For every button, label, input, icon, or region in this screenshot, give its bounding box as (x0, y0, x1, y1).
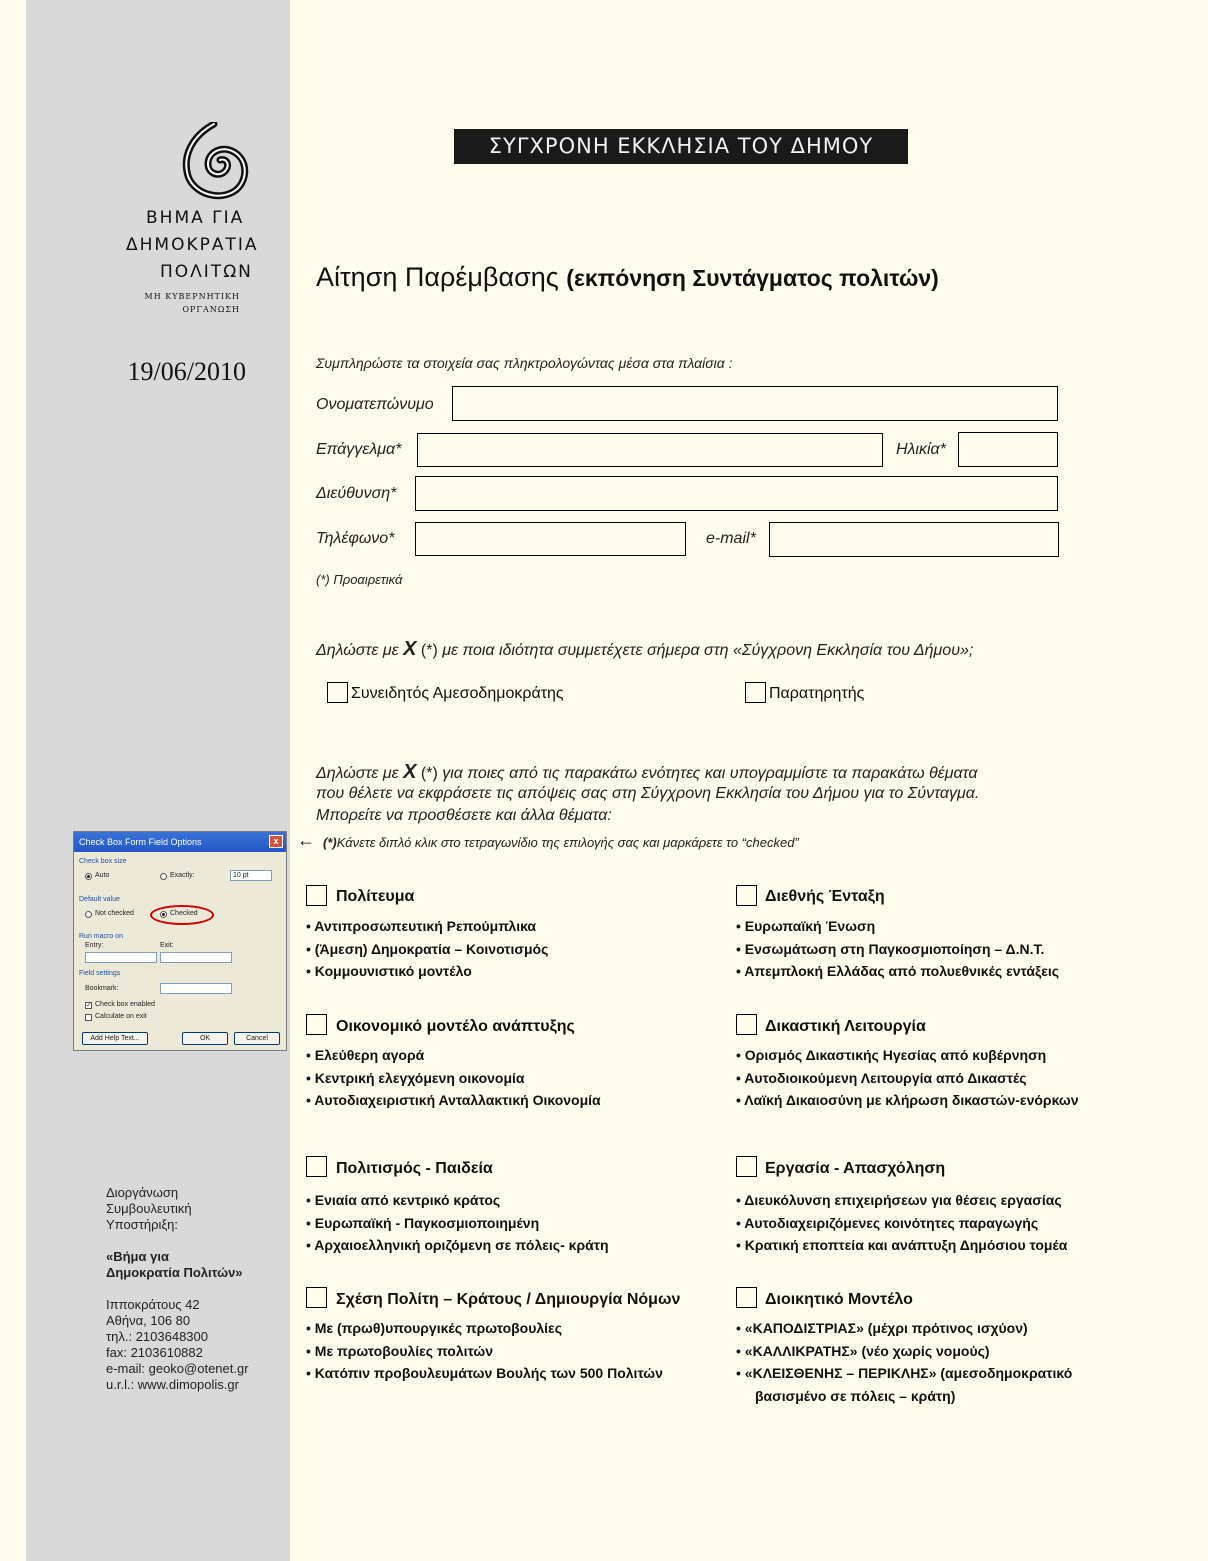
logo-text-line-2: ΔΗΜΟΚΡΑΤΙΑ (126, 235, 259, 255)
logo-text-line-3: ΠΟΛΙΤΩΝ (160, 262, 253, 282)
section-list-economy (306, 1044, 601, 1112)
list-item: • Απεμπλοκή Ελλάδας από πολυεθνικές εντάξεις (736, 960, 1059, 983)
section-list-polity (306, 915, 548, 983)
q1-prefix: Δηλώστε με (316, 642, 399, 659)
hint-arrow-icon: ← (297, 830, 315, 850)
checkbox-section-employment[interactable] (736, 1156, 757, 1177)
list-item: • Αυτοδιαχειριζόμενες κοινότητες παραγωγής (736, 1212, 1067, 1235)
document-date: 19/06/2010 (127, 357, 246, 386)
title-main: Αίτηση Παρέμβασης (316, 262, 559, 292)
section-list-administration (736, 1317, 1072, 1385)
list-item: • Κρατική εποπτεία και ανάπτυξη Δημόσιου τομέα (736, 1234, 1067, 1257)
list-item: • Ενσωμάτωση στη Παγκοσμιοποίηση – Δ.Ν.Τ. (736, 938, 1059, 961)
header-banner: ΣΥΓΧΡΟΝΗ ΕΚΚΛΗΣΙΑ ΤΟΥ ΔΗΜΟΥ (454, 129, 908, 164)
dialog-exit-label: Exit: (160, 942, 174, 949)
checkbox-section-international[interactable] (736, 885, 757, 906)
section-list-international (736, 915, 1059, 983)
dialog-bookmark-input[interactable] (160, 983, 232, 994)
contact-url: u.r.l.: www.dimopolis.gr (106, 1377, 239, 1392)
section-title-employment: Εργασία - Απασχόληση (765, 1160, 946, 1177)
q1-x: X (403, 638, 417, 660)
contact-line: Αθήνα, 106 80 (106, 1313, 191, 1328)
list-item: • Λαϊκή Δικαιοσύνη με κλήρωση δικαστών-ενόρκων (736, 1089, 1079, 1112)
option-conscious-direct-democrat: Συνειδητός Αμεσοδημοκράτης (351, 685, 564, 702)
page-title (316, 262, 939, 293)
list-item: • Ενιαία από κεντρικό κράτος (306, 1189, 609, 1212)
dialog-close-icon[interactable]: x (269, 835, 283, 848)
hint-star: (*) (323, 835, 337, 850)
list-item: • Αυτοδιοικούμενη Λειτουργία από Δικαστές (736, 1067, 1079, 1090)
question-2-line-2: που θέλετε να εκφράσετε τις απόψεις σας στη Σύγχρονη Εκκλησία του Δήμου για το Σύνταγμα. (316, 785, 980, 802)
optional-note: (*) Προαιρετικά (316, 572, 403, 587)
hint-body: Κάνετε διπλό κλικ στο τετραγωνίδιο της επιλογής σας και μαρκάρετε το “checked” (336, 835, 799, 850)
list-item: • Με πρωτοβουλίες πολιτών (306, 1340, 663, 1363)
list-item: • Ευρωπαϊκή - Παγκοσμιοποιημένη (306, 1212, 609, 1235)
section-title-international: Διεθνής Ένταξη (765, 888, 885, 905)
q2-x: X (403, 761, 417, 783)
contact-line: Ιπποκράτους 42 (106, 1297, 200, 1312)
phone-input[interactable] (415, 522, 686, 556)
contact-line: Διοργάνωση (106, 1185, 179, 1200)
checkbox-section-culture[interactable] (306, 1156, 327, 1177)
list-item: • Αντιπροσωπευτική Ρεπούμπλικα (306, 915, 548, 938)
dialog-size-group: Check box size (79, 858, 127, 865)
dialog-radio-not-checked[interactable] (85, 911, 92, 918)
name-label: Ονοματεπώνυμο (316, 396, 434, 413)
profession-label: Επάγγελμα* (316, 441, 402, 458)
q1-star: (*) (420, 642, 438, 659)
list-item: • (Άμεση) Δημοκρατία – Κοινοτισμός (306, 938, 548, 961)
age-label: Ηλικία* (896, 441, 946, 458)
email-label: e-mail* (706, 530, 756, 547)
section-list-citizen-state (306, 1317, 663, 1385)
dialog-bookmark-label: Bookmark: (85, 985, 119, 992)
dialog-field-group: Field settings (79, 970, 121, 977)
contact-email: e-mail: geoko@otenet.gr (106, 1361, 249, 1376)
option-observer: Παρατηρητής (769, 685, 865, 702)
contact-org-line: «Βήμα για (106, 1249, 169, 1264)
section-title-economy: Οικονομικό μοντέλο ανάπτυξης (336, 1018, 575, 1035)
question-2-line-3: Μπορείτε να προσθέσετε και άλλα θέματα: (316, 807, 612, 824)
dialog-titlebar (74, 832, 286, 852)
checkbox-options-dialog-screenshot (73, 831, 287, 1051)
profession-input[interactable] (417, 433, 883, 467)
dialog-radio-exactly[interactable] (160, 873, 167, 880)
list-item: • Αρχαιοελληνική οριζόμενη σε πόλεις- κράτη (306, 1234, 609, 1257)
q1-rest: με ποια ιδιότητα συμμετέχετε σήμερα στη «Σύγχρονη Εκκλησία του Δήμου»; (437, 642, 974, 659)
list-item: • Ευρωπαϊκή Ένωση (736, 915, 1059, 938)
dialog-auto-label: Auto (95, 872, 110, 879)
section-administration-continuation: βασισμένο σε πόλεις – κράτη) (755, 1388, 956, 1404)
age-input[interactable] (958, 432, 1058, 467)
title-sub: (εκπόνηση Συντάγματος πολιτών) (566, 265, 939, 291)
dialog-macro-group: Run macro on (79, 933, 123, 940)
instructions-text: Συμπληρώστε τα στοιχεία σας πληκτρολογώντας μέσα στα πλαίσια : (316, 355, 733, 371)
q2-prefix: Δηλώστε με (316, 765, 399, 782)
checkbox-section-citizen-state[interactable] (306, 1287, 327, 1308)
logo-text-line-1: ΒΗΜΑ ΓΙΑ (146, 208, 245, 228)
list-item: • «ΚΛΕΙΣΘΕΝΗΣ – ΠΕΡΙΚΛΗΣ» (αμεσοδημοκρατικό (736, 1362, 1072, 1385)
list-item: • Αυτοδιαχειριστική Ανταλλακτική Οικονομία (306, 1089, 601, 1112)
dialog-help-button[interactable]: Add Help Text... (82, 1032, 148, 1045)
checkbox-section-polity[interactable] (306, 885, 327, 906)
address-label: Διεύθυνση* (316, 485, 397, 502)
q2-star: (*) (420, 765, 438, 782)
section-title-polity: Πολίτευμα (336, 888, 415, 905)
dialog-entry-label: Entry: (85, 942, 104, 949)
dialog-calc-checkbox[interactable] (85, 1014, 92, 1021)
dialog-entry-select[interactable] (85, 952, 157, 963)
dialog-title: Check Box Form Field Options (79, 837, 202, 847)
dialog-radio-auto[interactable] (85, 873, 92, 880)
list-item: • Κατόπιν προβουλευμάτων Βουλής των 500 Πολιτών (306, 1362, 663, 1385)
section-title-judiciary: Δικαστική Λειτουργία (765, 1018, 926, 1035)
list-item: • Με (πρωθ)υπουργικές πρωτοβουλίες (306, 1317, 663, 1340)
list-item: • Ορισμός Δικαστικής Ηγεσίας από κυβέρνηση (736, 1044, 1079, 1067)
name-input[interactable] (452, 386, 1058, 421)
section-list-culture (306, 1189, 609, 1257)
checkbox-observer[interactable] (745, 682, 766, 703)
list-item: • «ΚΑΛΛΙΚΡΑΤΗΣ» (νέο χωρίς νομούς) (736, 1340, 1072, 1363)
dialog-default-group: Default value (79, 896, 120, 903)
logo-small-line-1: ΜΗ ΚΥΒΕΡΝΗΤΙΚΗ (144, 292, 240, 301)
q2-line1-rest: για ποιες από τις παρακάτω ενότητες και υπογραμμίστε τα παρακάτω θέματα (437, 765, 978, 782)
contact-line: Συμβουλευτική (106, 1201, 192, 1216)
list-item: • Διευκόλυνση επιχειρήσεων για θέσεις εργασίας (736, 1189, 1067, 1212)
email-input[interactable] (769, 522, 1059, 557)
dialog-exactly-label: Exactly: (170, 872, 195, 879)
hint-text (323, 835, 799, 850)
list-item: • Ελεύθερη αγορά (306, 1044, 601, 1067)
highlight-ring (150, 905, 214, 925)
question-2-line-1 (316, 761, 977, 784)
checkbox-section-administration[interactable] (736, 1287, 757, 1308)
contact-line: τηλ.: 2103648300 (106, 1329, 209, 1344)
checkbox-conscious-direct-democrat[interactable] (327, 682, 348, 703)
dialog-calc-label: Calculate on exit (95, 1013, 147, 1020)
address-input[interactable] (415, 476, 1058, 511)
list-item: • «ΚΑΠΟΔΙΣΤΡΙΑΣ» (μέχρι πρότινος ισχύον) (736, 1317, 1072, 1340)
logo-spiral-icon (180, 122, 250, 204)
checkbox-section-economy[interactable] (306, 1014, 327, 1035)
list-item: • Κεντρική ελεγχόμενη οικονομία (306, 1067, 601, 1090)
section-title-administration: Διοικητικό Μοντέλο (765, 1291, 913, 1308)
dialog-ok-button[interactable]: OK (182, 1032, 228, 1045)
logo-small-line-2: ΟΡΓΑΝΩΣΗ (182, 305, 240, 314)
contact-line: fax: 2103610882 (106, 1345, 203, 1360)
section-title-culture: Πολιτισμός - Παιδεία (336, 1160, 493, 1177)
dialog-enabled-checkbox[interactable]: ✓ (86, 1002, 92, 1009)
section-list-employment (736, 1189, 1067, 1257)
dialog-not-checked-label: Not checked (95, 910, 134, 917)
question-1 (316, 638, 973, 661)
list-item: • Κομμουνιστικό μοντέλο (306, 960, 548, 983)
section-title-citizen-state: Σχέση Πολίτη – Κράτους / Δημιουργία Νόμων (336, 1291, 681, 1308)
dialog-cancel-button[interactable]: Cancel (234, 1032, 280, 1045)
dialog-checked-label: Checked (170, 910, 198, 917)
dialog-enabled-label: Check box enabled (95, 1001, 155, 1008)
contact-org-line: Δημοκρατία Πολιτών» (106, 1265, 243, 1280)
dialog-exactly-input[interactable]: 10 pt (230, 870, 272, 881)
checkbox-section-judiciary[interactable] (736, 1014, 757, 1035)
dialog-exit-select[interactable] (160, 952, 232, 963)
contact-block (106, 1185, 249, 1393)
phone-label: Τηλέφωνο* (316, 530, 395, 547)
section-list-judiciary (736, 1044, 1079, 1112)
contact-line: Υποστήριξη: (106, 1217, 179, 1232)
